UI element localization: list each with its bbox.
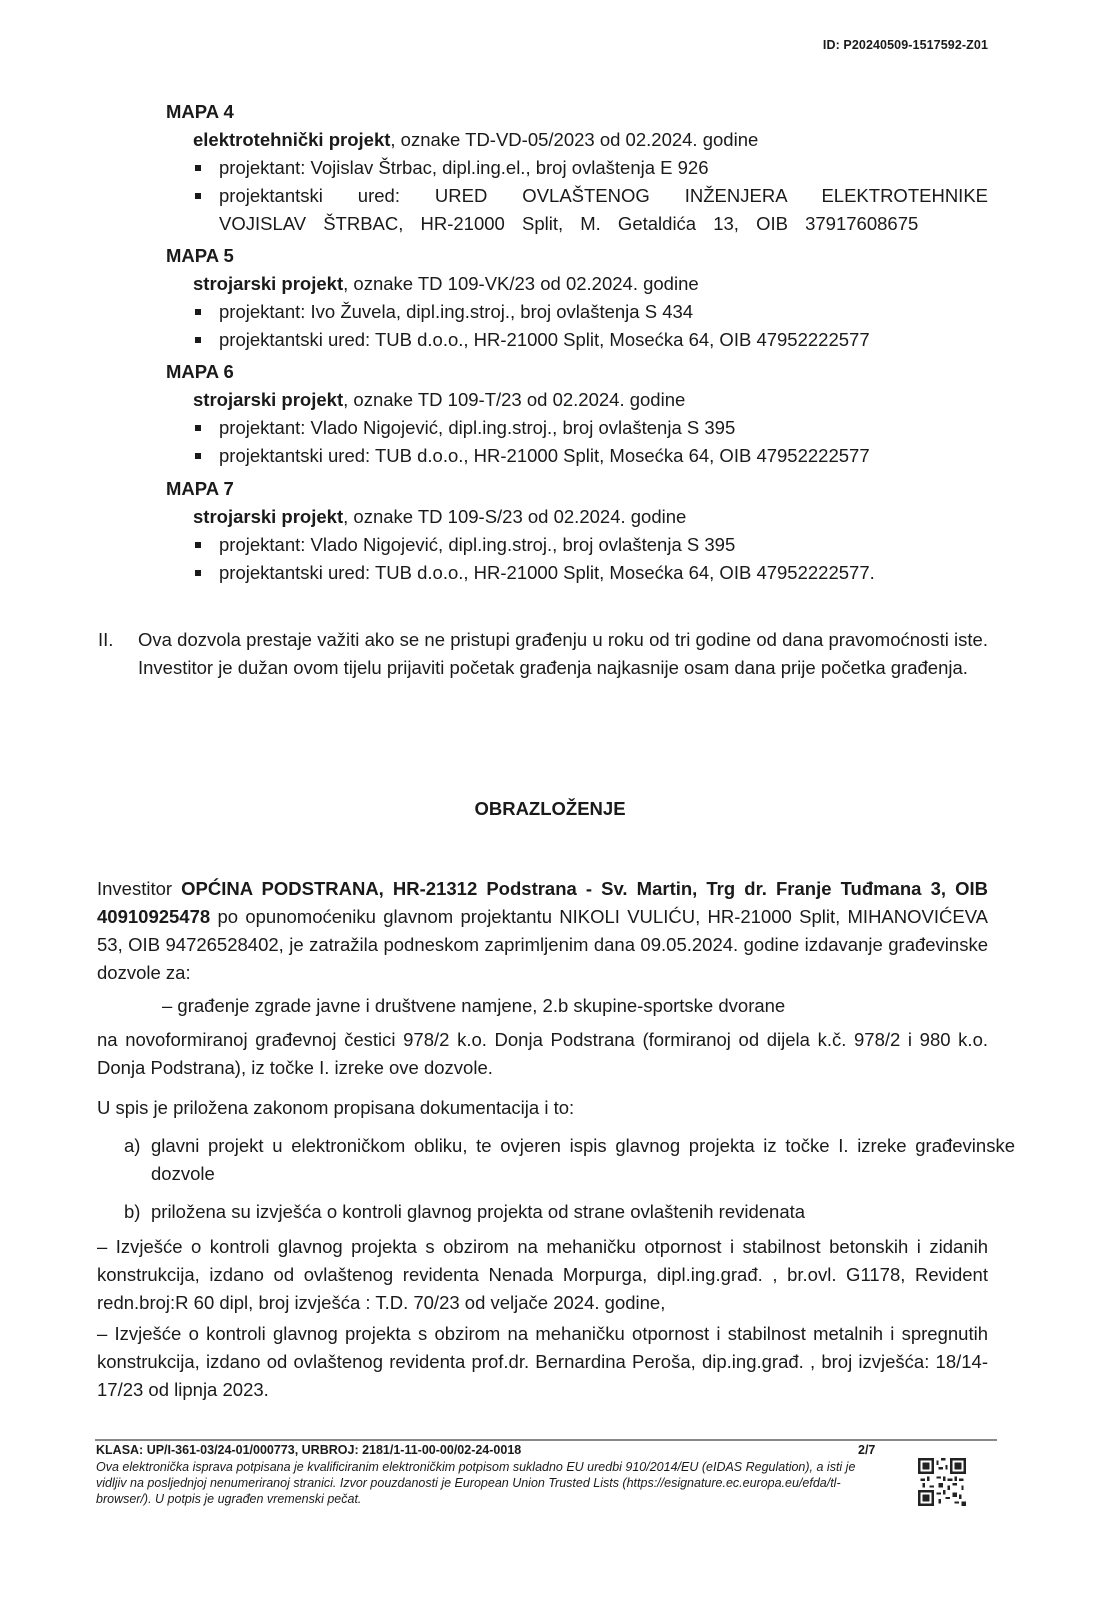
obrazlozenje-intro xyxy=(97,875,988,987)
project-type: strojarski projekt xyxy=(193,273,344,294)
mapa-title: MAPA 7 xyxy=(166,478,234,499)
docs-intro: U spis je priložena zakonom propisana dokumentacija i to: xyxy=(97,1097,575,1118)
project-reference: , oznake TD 109-T/23 od 02.2024. godine xyxy=(343,389,686,410)
section-ii xyxy=(98,626,988,682)
footer-divider xyxy=(95,1439,997,1441)
bullet-projektantski-ured: projektantski ured: TUB d.o.o., HR-21000 Split, Mosećka 64, OIB 47952222577 xyxy=(193,326,988,354)
intro-paragraph xyxy=(97,875,988,987)
item-b xyxy=(97,1198,1015,1226)
report-2 xyxy=(97,1320,988,1404)
report-2-text: – Izvješće o kontroli glavnog projekta s obzirom na mehaničku otpornost i stabilnost metalnih i spregnutih konstrukcija, izdano od ovlaštenog revidenta prof.dr. Bernardina Peroša, dip.ing.građ. , broj izvješća: 18/14-17/23 od lipnja 2023. xyxy=(97,1323,988,1400)
project-type: strojarski projekt xyxy=(193,506,344,527)
bullet-projektant: projektant: Vojislav Štrbac, dipl.ing.el., broj ovlaštenja E 926 xyxy=(193,154,988,182)
mapa-title: MAPA 5 xyxy=(166,245,234,266)
project-type: elektrotehnički projekt xyxy=(193,129,391,150)
bullet-projektantski-ured: projektantski ured: URED OVLAŠTENOG INŽENJERA ELEKTROTEHNIKE VOJISLAV ŠTRBAC, HR-21000 Split, M. Getaldića 13, OIB 37917608675 xyxy=(193,182,988,238)
docs-intro-paragraph xyxy=(97,1094,988,1122)
mapa-5-section xyxy=(166,242,988,354)
intro-rest: po opunomoćeniku glavnom projektantu NIKOLI VULIĆU, HR-21000 Split, MIHANOVIĆEVA 53, OIB 94726528402, je zatražila podneskom zaprimljenim dana 09.05.2024. godine izdavanje građevinske dozvole za: xyxy=(97,906,988,983)
location-text: na novoformiranoj građevnoj čestici 978/2 k.o. Donja Podstrana (formiranoj od dijela k.č. 978/2 i 980 k.o. Donja Podstrana), iz točke I. izreke ove dozvole. xyxy=(97,1029,988,1078)
item-b-label: b) xyxy=(124,1201,141,1222)
mapa-7-section xyxy=(166,475,988,587)
mapa-description xyxy=(166,270,988,298)
project-reference: , oznake TD 109-VK/23 od 02.2024. godine xyxy=(343,273,699,294)
bullet-projektant: projektant: Vlado Nigojević, dipl.ing.stroj., broj ovlaštenja S 395 xyxy=(193,414,988,442)
investor-name: OPĆINA PODSTRANA, HR-21312 Podstrana - Sv. Martin, Trg dr. Franje Tuđmana 3, OIB 40910925478 xyxy=(97,878,988,927)
footer-klasa: KLASA: UP/I-361-03/24-01/000773, URBROJ: 2181/1-11-00-00/02-24-0018 xyxy=(96,1443,522,1457)
bullet-projektant: projektant: Vlado Nigojević, dipl.ing.stroj., broj ovlaštenja S 395 xyxy=(193,531,988,559)
item-a-label: a) xyxy=(124,1135,141,1156)
location-paragraph xyxy=(97,1026,988,1082)
mapa-bullets xyxy=(166,414,988,470)
mapa-description xyxy=(166,503,988,531)
mapa-bullets xyxy=(166,298,988,354)
item-b-row xyxy=(124,1198,1015,1226)
mapa-4-section xyxy=(166,98,988,238)
bullet-projektant: projektant: Ivo Žuvela, dipl.ing.stroj., broj ovlaštenja S 434 xyxy=(193,298,988,326)
item-a xyxy=(97,1132,1015,1188)
page-number: 2/7 xyxy=(858,1443,876,1457)
report-1 xyxy=(97,1233,988,1317)
section-ii-text: Ova dozvola prestaje važiti ako se ne pristupi građenju u roku od tri godine od dana pravomoćnosti iste. Investitor je dužan ovom tijelu prijaviti početak građenja najkasnije osam dana prije početka građenja. xyxy=(138,629,988,678)
mapa-description xyxy=(166,386,988,414)
section-numeral: II. xyxy=(98,629,114,650)
requested-item xyxy=(97,992,988,1020)
mapa-title: MAPA 4 xyxy=(166,101,234,122)
bullet-projektantski-ured: projektantski ured: TUB d.o.o., HR-21000 Split, Mosećka 64, OIB 47952222577 xyxy=(193,442,988,470)
item-a-text: glavni projekt u elektroničkom obliku, te ovjeren ispis glavnog projekta iz točke I. izreke građevinske dozvole xyxy=(151,1135,1015,1184)
mapa-title: MAPA 6 xyxy=(166,361,234,382)
dash-item: – građenje zgrade javne i društvene namjene, 2.b skupine-sportske dvorane xyxy=(162,995,786,1016)
mapa-6-section xyxy=(166,358,988,470)
footer-signature-note: Ova elektronička isprava potpisana je kvalificiranim elektroničkim potpisom sukladno EU uredbi 910/2014/EU (eIDAS Regulation), a isti je vidljiv na posljednjoj nenumeriranoj stranici. Izvor pouzdanosti je European Union Trusted Lists (https://esignature.ec.europa.eu/efda/tl-browser/). U potpis je ugrađen vremenski pečat. xyxy=(96,1460,856,1506)
document-id: ID: P20240509-1517592-Z01 xyxy=(822,38,988,52)
mapa-bullets xyxy=(166,154,988,238)
intro-prefix: Investitor xyxy=(97,878,182,899)
report-1-text: – Izvješće o kontroli glavnog projekta s obzirom na mehaničku otpornost i stabilnost betonskih i zidanih konstrukcija, izdano od ovlaštenog revidenta Nenada Morpurga, dipl.ing.građ. , br.ovl. G1178, Revident redn.broj:R 60 dipl, broj izvješća : T.D. 70/23 od veljače 2024. godine, xyxy=(97,1236,988,1313)
item-a-row xyxy=(124,1132,1015,1188)
mapa-bullets xyxy=(166,531,988,587)
project-reference: , oznake TD 109-S/23 od 02.2024. godine xyxy=(343,506,687,527)
section-heading-obrazlozenje: OBRAZLOŽENJE xyxy=(474,798,626,819)
item-b-text: priložena su izvješća o kontroli glavnog projekta od strane ovlaštenih revidenata xyxy=(151,1201,806,1222)
project-type: strojarski projekt xyxy=(193,389,344,410)
bullet-projektantski-ured: projektantski ured: TUB d.o.o., HR-21000 Split, Mosećka 64, OIB 47952222577. xyxy=(193,559,988,587)
qr-code-icon xyxy=(918,1458,966,1506)
project-reference: , oznake TD-VD-05/2023 od 02.2024. godine xyxy=(390,129,759,150)
mapa-description xyxy=(166,126,988,154)
